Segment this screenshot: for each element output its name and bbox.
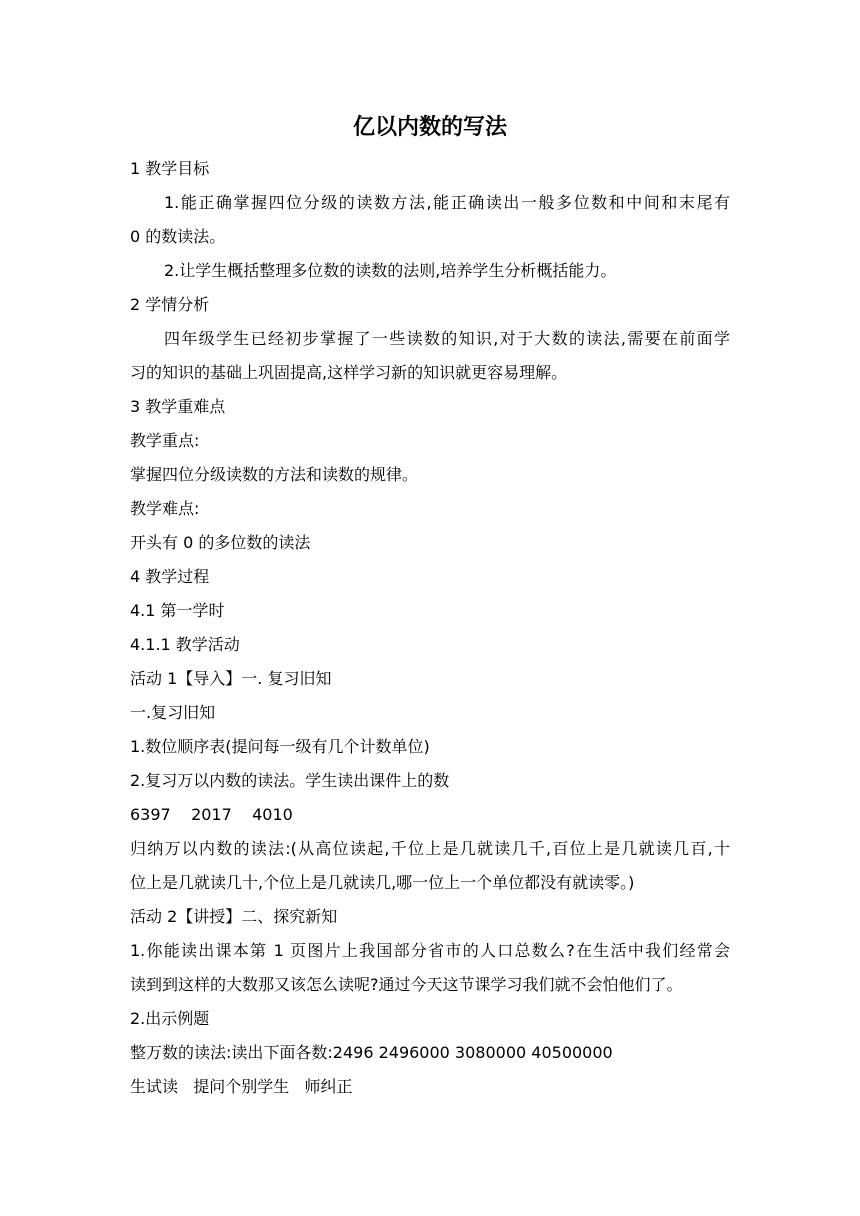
section-heading: 2 学情分析 xyxy=(130,295,210,314)
paragraph-line: 0 的数读法。 xyxy=(130,227,226,246)
paragraph-line: 2.复习万以内数的读法。学生读出课件上的数 xyxy=(130,771,450,790)
paragraph-line: 1.能正确掌握四位分级的读数方法,能正确读出一般多位数和中间和末尾有 xyxy=(164,193,730,212)
paragraph-line: 1.数位顺序表(提问每一级有几个计数单位) xyxy=(130,737,430,756)
document-title: 亿以内数的写法 xyxy=(352,115,507,140)
paragraph-line: 开头有 0 的多位数的读法 xyxy=(130,533,311,552)
section-heading: 3 教学重难点 xyxy=(130,397,226,416)
paragraph-line: 教学难点: xyxy=(130,499,200,518)
paragraph-line: 2.出示例题 xyxy=(130,1009,210,1028)
subsection-heading: 4.1.1 教学活动 xyxy=(130,635,240,654)
paragraph-line: 四年级学生已经初步掌握了一些读数的知识,对于大数的读法,需要在前面学 xyxy=(164,329,730,348)
subsection-heading: 4.1 第一学时 xyxy=(130,601,225,620)
paragraph-line: 生试读 提问个别学生 师纠正 xyxy=(130,1077,353,1096)
paragraph-line: 位上是几就读几十,个位上是几就读几,哪一位上一个单位都没有就读零。) xyxy=(130,873,635,892)
activity-heading: 活动 1【导入】一. 复习旧知 xyxy=(130,669,332,688)
activity-heading: 活动 2【讲授】二、探究新知 xyxy=(130,907,338,926)
paragraph-line: 2.让学生概括整理多位数的读数的法则,培养学生分析概括能力。 xyxy=(164,261,617,280)
paragraph-line: 归纳万以内数的读法:(从高位读起,千位上是几就读几千,百位上是几就读几百,十 xyxy=(130,839,730,858)
section-heading: 1 教学目标 xyxy=(130,159,210,178)
paragraph-line: 读到到这样的大数那又该怎么读呢?通过今天这节课学习我们就不会怕他们了。 xyxy=(130,975,683,994)
paragraph-line: 习的知识的基础上巩固提高,这样学习新的知识就更容易理解。 xyxy=(130,363,568,382)
paragraph-line: 教学重点: xyxy=(130,431,200,450)
paragraph-line: 整万数的读法:读出下面各数:2496 2496000 3080000 40500000 xyxy=(130,1043,613,1062)
paragraph-line: 一.复习旧知 xyxy=(130,703,216,722)
document-body xyxy=(130,152,730,1104)
paragraph-line: 1.你能读出课本第 1 页图片上我国部分省市的人口总数么?在生活中我们经常会 xyxy=(130,941,730,960)
paragraph-line: 6397 2017 4010 xyxy=(130,805,293,824)
paragraph-line: 掌握四位分级读数的方法和读数的规律。 xyxy=(130,465,419,484)
section-heading: 4 教学过程 xyxy=(130,567,210,586)
